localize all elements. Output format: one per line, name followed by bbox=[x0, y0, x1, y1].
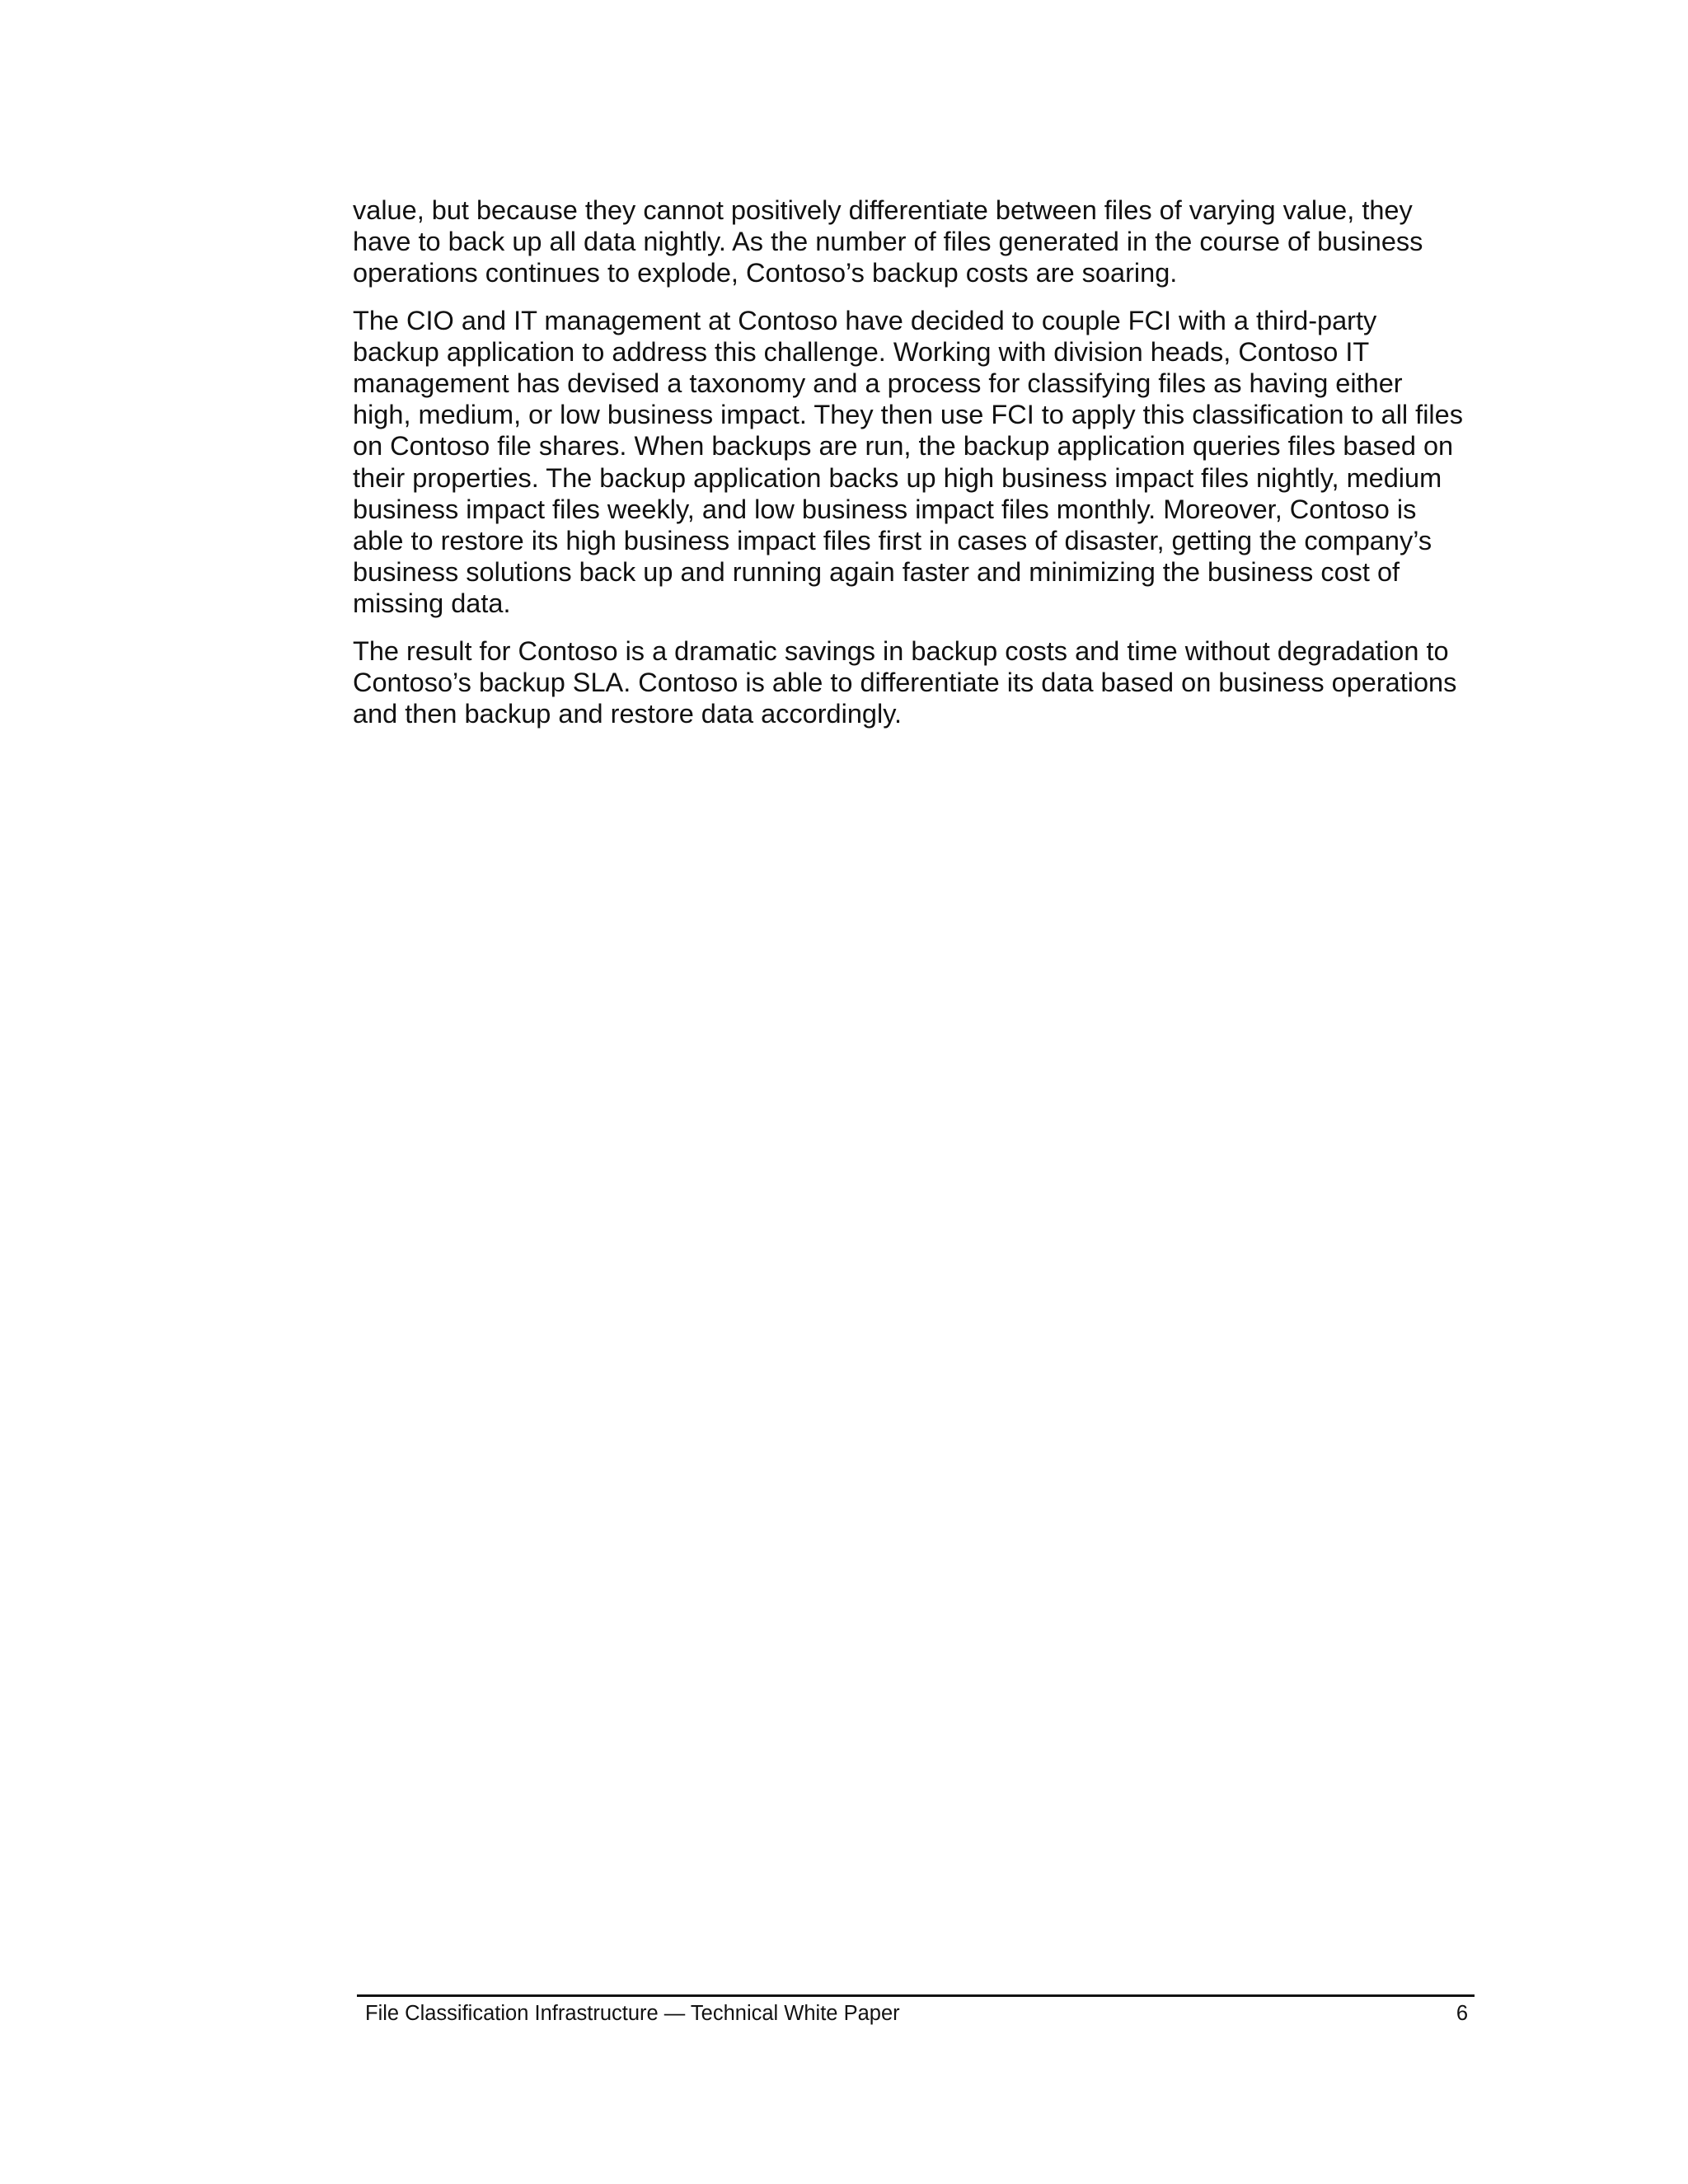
body-text bbox=[353, 194, 1507, 745]
paragraph-line: able to restore its high business impact files first in cases of disaster, getting the company’s bbox=[353, 526, 1432, 556]
paragraph-line: backup application to address this challenge. Working with division heads, Contoso IT bbox=[353, 336, 1370, 367]
paragraph-line: high, medium, or low business impact. They then use FCI to apply this classification to all files bbox=[353, 400, 1463, 430]
paragraph-line: value, but because they cannot positively differentiate between files of varying value, they bbox=[353, 195, 1413, 225]
paragraph-line: have to back up all data nightly. As the number of files generated in the course of business bbox=[353, 227, 1423, 257]
paragraph-1 bbox=[353, 194, 1507, 289]
footer-page-number: 6 bbox=[1456, 2002, 1468, 2025]
paragraph-line: business impact files weekly, and low business impact files monthly. Moreover, Contoso is bbox=[353, 494, 1417, 524]
footer-document-title: File Classification Infrastructure — Technical White Paper bbox=[365, 2002, 900, 2025]
paragraph-3 bbox=[353, 635, 1507, 730]
paragraph-line: Contoso’s backup SLA. Contoso is able to differentiate its data based on business operations bbox=[353, 667, 1457, 697]
paragraph-line: operations continues to explode, Contoso’s backup costs are soaring. bbox=[353, 258, 1178, 288]
paragraph-line: The result for Contoso is a dramatic savings in backup costs and time without degradation to bbox=[353, 635, 1449, 666]
paragraph-line: and then backup and restore data accordingly. bbox=[353, 699, 903, 729]
paragraph-line: business solutions back up and running again faster and minimizing the business cost of bbox=[353, 557, 1400, 588]
paragraph-2 bbox=[353, 305, 1507, 620]
paragraph-line: The CIO and IT management at Contoso have decided to couple FCI with a third-party bbox=[353, 305, 1377, 335]
paragraph-line: on Contoso file shares. When backups are run, the backup application queries files based on bbox=[353, 431, 1454, 462]
paragraph-line: their properties. The backup application backs up high business impact files nightly, medium bbox=[353, 462, 1442, 493]
paragraph-line: missing data. bbox=[353, 588, 511, 619]
footer-divider bbox=[357, 1994, 1475, 1997]
paragraph-line: management has devised a taxonomy and a process for classifying files as having either bbox=[353, 368, 1403, 399]
